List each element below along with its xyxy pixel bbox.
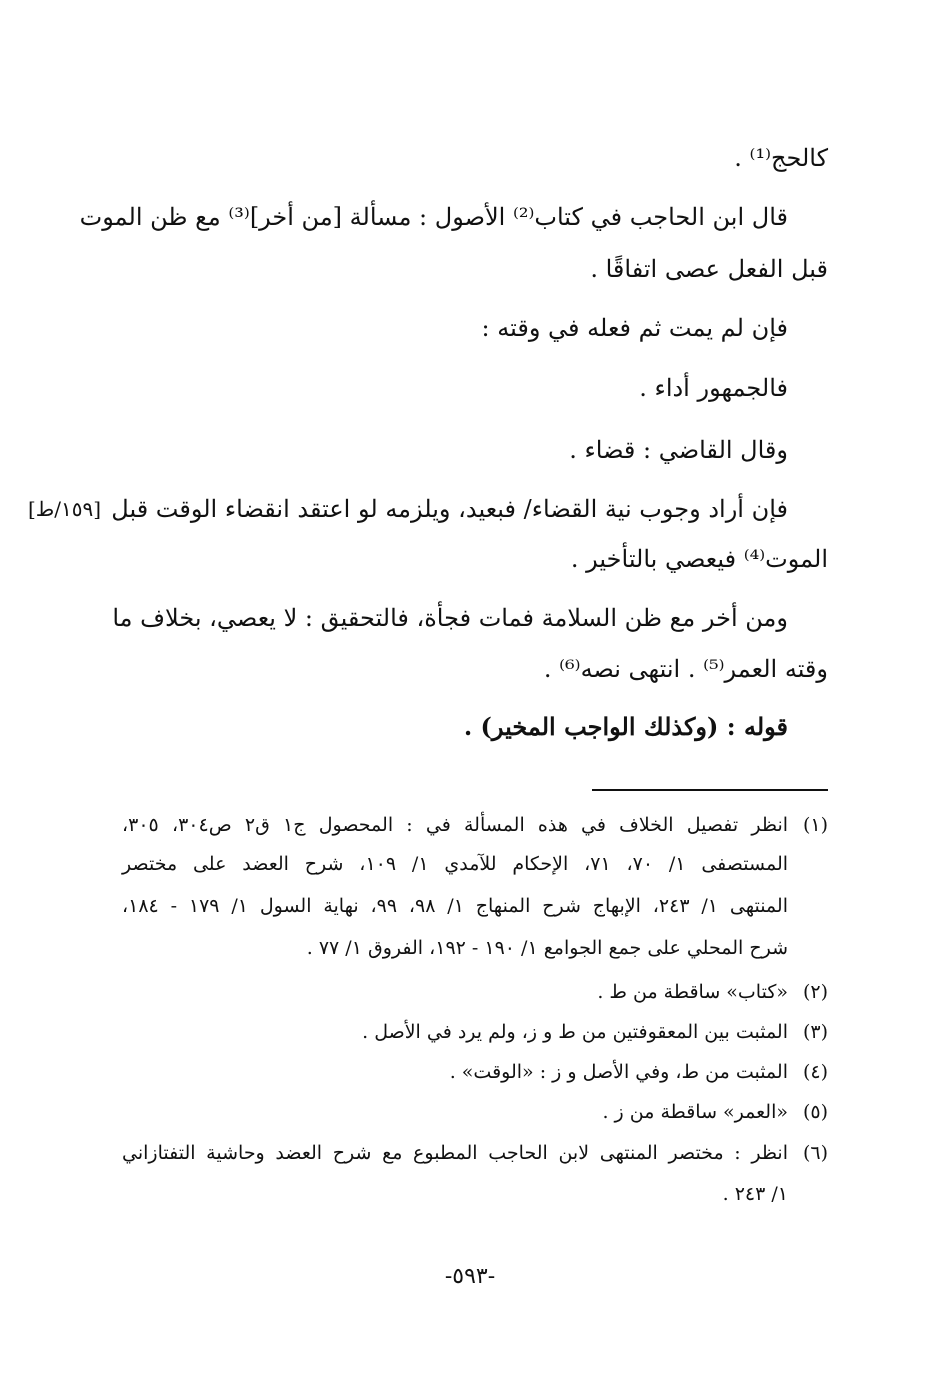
footnote-3: [122, 1017, 828, 1047]
footnote-6-number: (٦): [802, 1142, 828, 1164]
footnote-4-number: (٤): [802, 1061, 828, 1083]
footnote-4-text: المثبت من ط، وفي الأصل و ز : «الوقت» .: [449, 1061, 788, 1083]
footnote-2: [122, 977, 828, 1007]
body-line-1: كالحج⁽¹⁾ .: [734, 144, 828, 172]
footnote-1-line-4: شرح المحلي على جمع الجوامع ١/ ١٩٠ - ١٩٢، الفروق ١/ ٧٧ .: [306, 937, 788, 959]
body-line-7: فإن أراد وجوب نية القضاء/ فبعيد، ويلزمه لو اعتقد انقضاء الوقت قبل: [111, 495, 788, 523]
footnote-6-line-1: [122, 1138, 828, 1168]
footnote-1-text-1: انظر تفصيل الخلاف في هذه المسألة في : المحصول ج١ ق٢ ص٣٠٤، ٣٠٥،: [122, 814, 789, 836]
footnote-5-text: «العمر» ساقطة من ز .: [602, 1101, 788, 1123]
footnote-4: [122, 1057, 828, 1087]
footnote-5: [122, 1097, 828, 1127]
footnote-1-line-1: [122, 810, 828, 840]
footnote-6-text-1: انظر : مختصر المنتهى لابن الحاجب المطبوع مع شرح العضد وحاشية التفتازاني: [122, 1142, 788, 1164]
page-number: -٥٩٣-: [444, 1264, 496, 1289]
body-line-11: قوله : (وكذلك الواجب المخير) .: [463, 712, 788, 741]
body-line-6: وقال القاضي : قضاء .: [569, 436, 788, 464]
footnote-6-line-2: ١/ ٢٤٣ .: [722, 1183, 788, 1205]
footnote-2-text: «كتاب» ساقطة من ط .: [597, 981, 788, 1003]
body-line-8: الموت⁽⁴⁾ فيعصي بالتأخير .: [570, 545, 828, 573]
footnote-1-line-3: المنتهى ١/ ٢٤٣، الإبهاج شرح المنهاج ١/ ٩٨، ٩٩، نهاية السول ١/ ١٧٩ - ١٨٤،: [122, 895, 788, 917]
footnote-2-number: (٢): [802, 981, 828, 1003]
body-line-9: ومن أخر مع ظن السلامة فمات فجأة، فالتحقيق : لا يعصي، بخلاف ما: [112, 604, 788, 632]
footnote-1-number: (١): [802, 814, 829, 836]
body-line-5: فالجمهور أداء .: [639, 374, 788, 402]
footnote-3-number: (٣): [802, 1021, 828, 1043]
body-line-3: قبل الفعل عصى اتفاقًا .: [590, 255, 828, 283]
margin-manuscript-ref: [١٥٩/ط]: [28, 497, 102, 521]
footnote-1-line-2: المستصفى ١/ ٧٠، ٧١، الإحكام للآمدي ١/ ١٠٩، شرح العضد على مختصر: [122, 853, 789, 875]
footnote-separator: [592, 789, 828, 791]
footnote-3-text: المثبت بين المعقوفتين من ط و ز، ولم يرد في الأصل .: [362, 1021, 788, 1043]
footnote-5-number: (٥): [802, 1101, 828, 1123]
body-line-2: قال ابن الحاجب في كتاب⁽²⁾ الأصول : مسألة [من أخر]⁽³⁾ مع ظن الموت: [79, 203, 788, 231]
body-line-10: وقته العمر⁽⁵⁾ . انتهى نصه⁽⁶⁾ .: [543, 655, 828, 683]
body-line-4: فإن لم يمت ثم فعله في وقته :: [481, 314, 788, 342]
